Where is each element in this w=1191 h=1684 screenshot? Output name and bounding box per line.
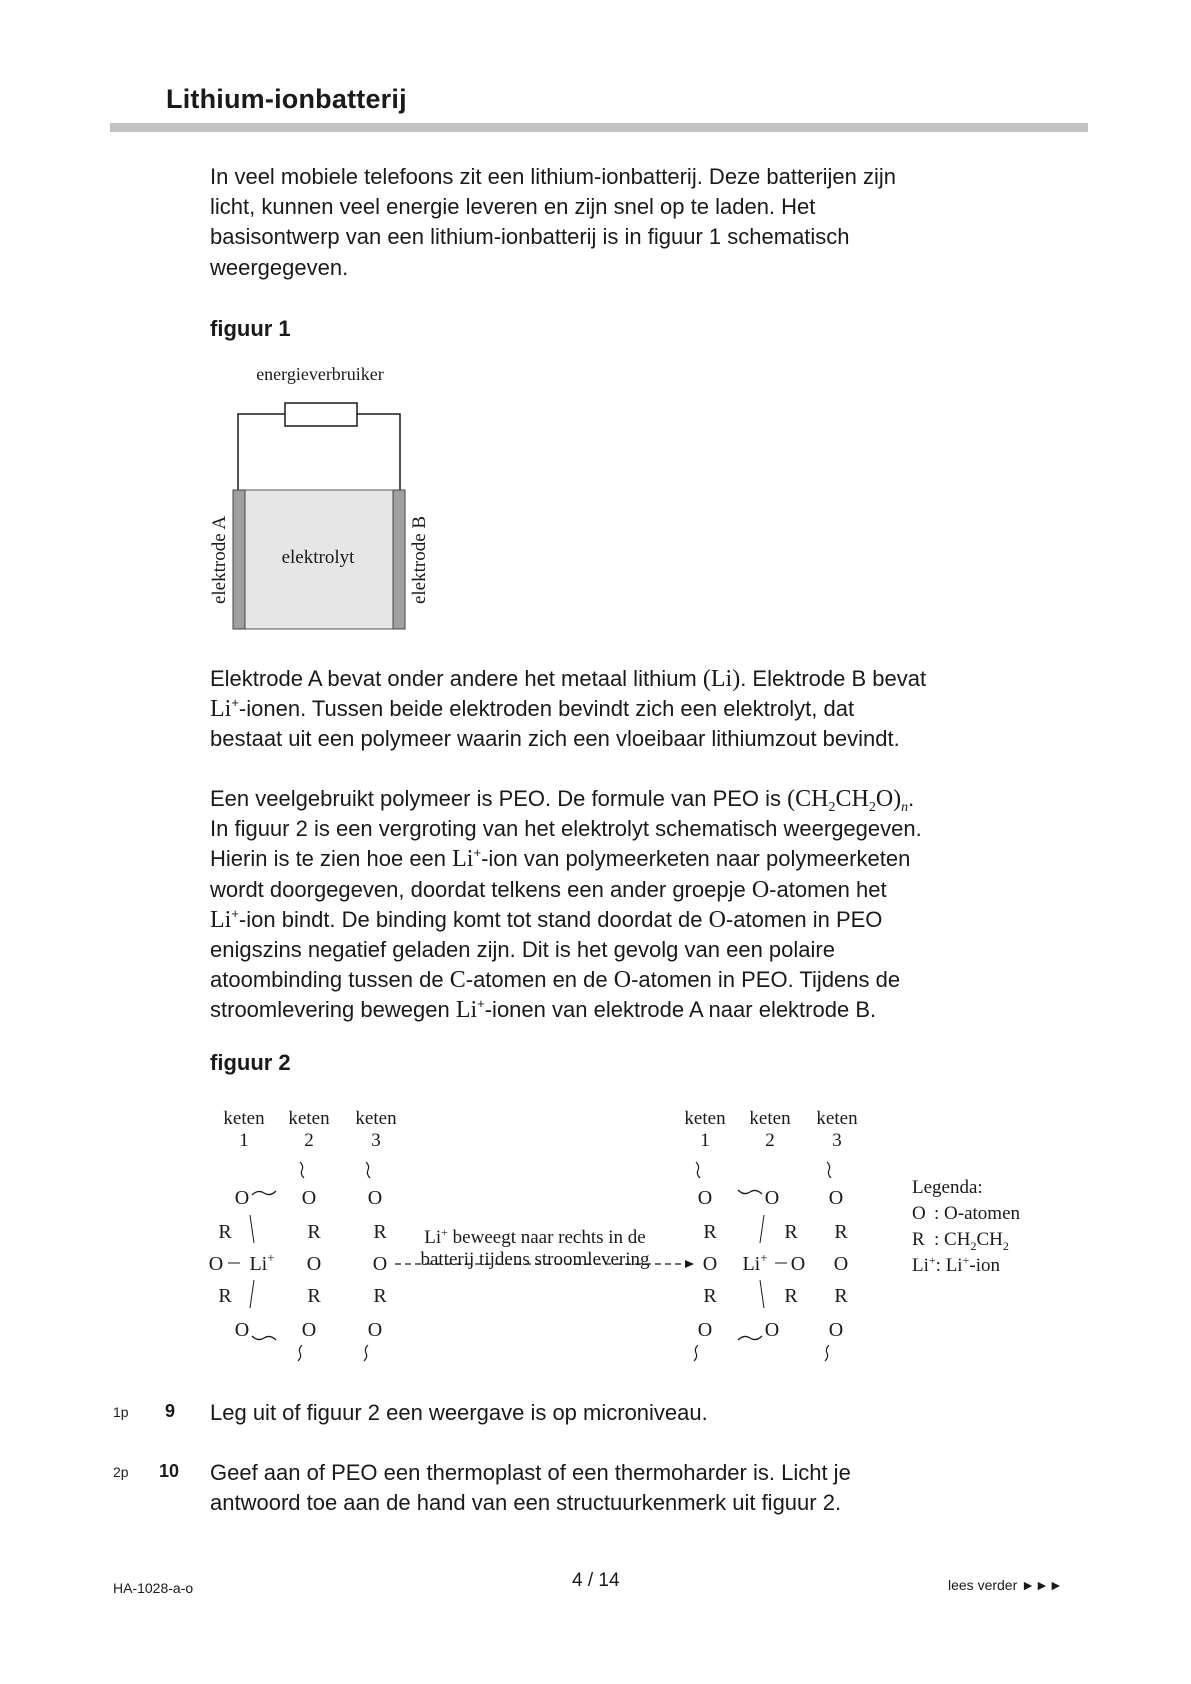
figure-2-label: figuur 2 xyxy=(210,1050,291,1075)
arrow-caption-line-2: batterij tijdens stroomlevering xyxy=(420,1249,650,1270)
svg-text:O: O xyxy=(208,1253,224,1275)
svg-text:O: O xyxy=(367,1187,383,1209)
electrode-b-label: elektrode B xyxy=(409,515,430,605)
li-ion-right: Li+ xyxy=(742,1250,768,1275)
consumer-label: energieverbruiker xyxy=(256,364,384,384)
svg-text:R: R xyxy=(912,1229,925,1250)
svg-text:R: R xyxy=(834,1221,848,1243)
svg-text:R: R xyxy=(218,1285,232,1307)
intro-line: weergegeven. xyxy=(210,254,349,280)
svg-text:O: O xyxy=(372,1253,388,1275)
left-chain-1 xyxy=(209,1187,276,1341)
figure-2-legend xyxy=(912,1177,1021,1276)
svg-text:O: O xyxy=(833,1253,849,1275)
svg-text:O: O xyxy=(764,1187,780,1209)
para3-line-5: Li+-ion bindt. De binding komt tot stand doordat de O-atomen in PEO xyxy=(210,905,883,933)
svg-text:O: O xyxy=(697,1319,713,1341)
figure-1-label: figuur 1 xyxy=(210,316,291,341)
svg-text:keten: keten xyxy=(684,1108,726,1129)
para3-line-7: atoombinding tussen de C-atomen en de O-atomen in PEO. Tijdens de xyxy=(210,967,901,994)
electrode-a xyxy=(233,490,245,629)
svg-text:keten: keten xyxy=(816,1108,858,1129)
svg-text:R: R xyxy=(218,1221,232,1243)
para3-line-4: wordt doorgegeven, doordat telkens een ander groepje O-atomen het xyxy=(210,876,887,903)
electrolyte-label: elektrolyt xyxy=(281,547,355,568)
left-chains-2-3 xyxy=(298,1162,387,1361)
continue-indicator: lees verder ►►► xyxy=(948,1577,1063,1593)
svg-text:O: O xyxy=(764,1319,780,1341)
svg-text:O: O xyxy=(828,1187,844,1209)
intro-line: basisontwerp van een lithium-ionbatterij is in figuur 1 schematisch xyxy=(210,224,850,250)
svg-text:R: R xyxy=(373,1221,387,1243)
svg-text:O: O xyxy=(828,1319,844,1341)
paragraph-peo xyxy=(210,784,1090,1026)
svg-text:O: O xyxy=(367,1319,383,1341)
svg-text:R: R xyxy=(307,1285,321,1307)
exam-code: HA-1028-a-o xyxy=(113,1580,194,1596)
para3-line-6: enigszins negatief geladen zijn. Dit is het gevolg van een polaire xyxy=(210,937,835,963)
li-ion-left: Li+ xyxy=(249,1250,275,1275)
arrow-caption-line-1: Li+ beweegt naar rechts in de xyxy=(424,1225,646,1248)
svg-text:1: 1 xyxy=(700,1130,710,1151)
figure-1-battery-diagram xyxy=(200,360,440,630)
svg-text:2: 2 xyxy=(765,1130,775,1151)
svg-text:R: R xyxy=(784,1285,798,1307)
arrow-head-icon xyxy=(685,1260,694,1268)
svg-text:3: 3 xyxy=(371,1130,381,1151)
svg-text:R: R xyxy=(703,1285,717,1307)
svg-text:O: O xyxy=(234,1187,250,1209)
para3-line-8: stroomlevering bewegen Li+-ionen van elektrode A naar elektrode B. xyxy=(210,996,877,1024)
para2-line-2: Li+-ionen. Tussen beide elektroden bevindt zich een elektrolyt, dat xyxy=(210,695,855,723)
title-divider xyxy=(110,123,1088,132)
figure-2-polymer-diagram xyxy=(200,1100,1100,1380)
chain-headers-left xyxy=(223,1108,397,1151)
svg-text:2: 2 xyxy=(304,1130,314,1151)
electrode-b xyxy=(393,490,405,629)
svg-text:keten: keten xyxy=(223,1108,265,1129)
peo-formula: $(CH_2CH_2O)_n$ xyxy=(787,786,909,815)
svg-text:R: R xyxy=(373,1285,387,1307)
section-title: Lithium-ionbatterij xyxy=(166,84,407,114)
para2-line-1: Elektrode A bevat onder andere het metaal lithium (Li). Elektrode B bevat xyxy=(210,666,927,692)
intro-line: licht, kunnen veel energie leveren en zijn snel op te laden. Het xyxy=(210,194,816,220)
electrode-a-label: elektrode A xyxy=(209,515,230,605)
svg-text:O: O xyxy=(702,1253,718,1275)
page-number: 4 / 14 xyxy=(572,1570,620,1591)
para2-line-3: bestaat uit een polymeer waarin zich een vloeibaar lithiumzout bevindt. xyxy=(210,726,900,752)
svg-text:O: O xyxy=(301,1319,317,1341)
svg-text:keten: keten xyxy=(749,1108,791,1129)
intro-line: In veel mobiele telefoons zit een lithium-ionbatterij. Deze batterijen zijn xyxy=(210,164,897,189)
svg-text:O: O xyxy=(306,1253,322,1275)
wire-left xyxy=(238,414,285,490)
wire-right xyxy=(357,414,400,490)
svg-text:R: R xyxy=(784,1221,798,1243)
svg-text:O: O xyxy=(790,1253,806,1275)
para3-line-1: Een veelgebruikt polymeer is PEO. De formule van PEO is $(CH_2CH_2O)_n$. xyxy=(210,786,915,815)
svg-text:1: 1 xyxy=(239,1130,249,1151)
svg-text:3: 3 xyxy=(832,1130,842,1151)
svg-text:Legenda:: Legenda: xyxy=(912,1177,983,1198)
chain-headers-right xyxy=(684,1108,858,1151)
lithium-formula: (Li) xyxy=(702,666,741,692)
svg-text:O: O xyxy=(912,1203,926,1224)
para3-line-2: In figuur 2 is een vergroting van het elektrolyt schematisch weergegeven. xyxy=(210,816,922,842)
para3-line-3: Hierin is te zien hoe een Li+-ion van polymeerketen naar polymeerketen xyxy=(210,845,911,873)
svg-text:: CH2CH2: : $CH_2CH_2$ xyxy=(934,1229,1009,1253)
svg-text:R: R xyxy=(834,1285,848,1307)
svg-text:R: R xyxy=(307,1221,321,1243)
intro-paragraph xyxy=(210,162,1090,283)
right-chain-2 xyxy=(738,1187,805,1341)
svg-text:R: R xyxy=(703,1221,717,1243)
paragraph-electrodes xyxy=(210,664,1090,755)
svg-text:keten: keten xyxy=(355,1108,397,1129)
consumer-resistor xyxy=(285,403,357,426)
svg-text:: O-atomen: : O-atomen xyxy=(934,1203,1021,1224)
svg-text:keten: keten xyxy=(288,1108,330,1129)
svg-text:O: O xyxy=(301,1187,317,1209)
svg-text:O: O xyxy=(234,1319,250,1341)
svg-text:O: O xyxy=(697,1187,713,1209)
svg-text:Li+: Li+-ion: Li+: Li+-ion xyxy=(912,1253,1000,1276)
